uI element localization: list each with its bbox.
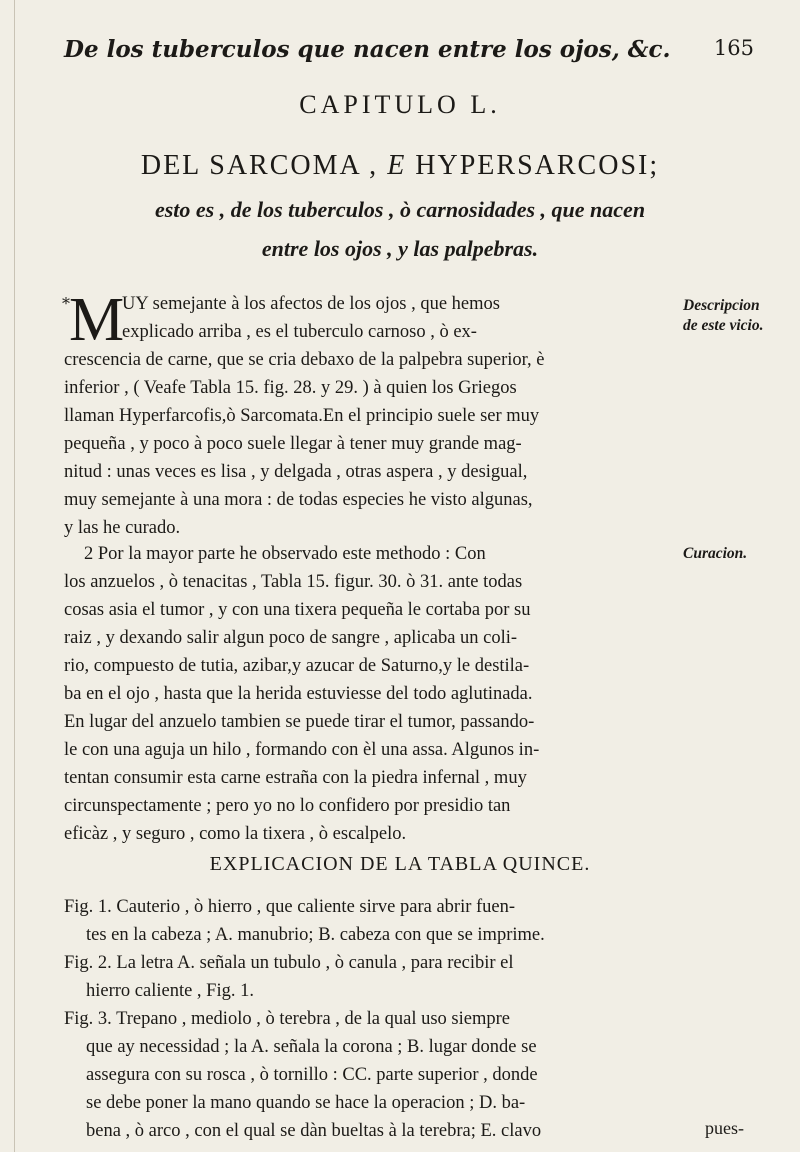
text-line: llaman Hyperfarcofis,ò Sarcomata.En el principio suele ser muy bbox=[64, 406, 540, 426]
figure-line: Fig. 2. La letra A. señala un tubulo , ò canula , para recibir el bbox=[64, 953, 514, 973]
figure-line: Fig. 3. Trepano , mediolo , ò terebra , de la qual uso siempre bbox=[64, 1009, 510, 1029]
chapter-heading: CAPITULO L. bbox=[299, 90, 501, 119]
text-line: nitud : unas veces es lisa , y delgada , otras aspera , y desigual, bbox=[64, 462, 528, 482]
text-line: muy semejante à una mora : de todas especies he visto algunas, bbox=[64, 490, 533, 510]
text-line: 2 Por la mayor parte he observado este methodo : Con bbox=[84, 544, 486, 564]
running-header bbox=[64, 36, 754, 63]
title-e: E bbox=[387, 150, 407, 181]
text-line: inferior , ( Veafe Tabla 15. fig. 28. y 29. ) à quien los Griegos bbox=[64, 378, 517, 398]
title-prefix: DEL SARCOMA , bbox=[140, 150, 388, 181]
margin-note-curacion: Curacion. bbox=[683, 545, 748, 562]
text-line: le con una aguja un hilo , formando con èl una assa. Algunos in- bbox=[64, 740, 540, 760]
figure-explanations bbox=[64, 893, 754, 1145]
catchword: pues- bbox=[705, 1118, 744, 1138]
margin-note-line: Descripcion bbox=[683, 297, 760, 314]
title-main: HYPERSARCOSI; bbox=[406, 150, 660, 181]
figure-line: bena , ò arco , con el qual se dàn bueltas à la terebra; E. clavo bbox=[86, 1121, 542, 1141]
chapter-title bbox=[0, 150, 800, 182]
text-line: y las he curado. bbox=[64, 518, 181, 538]
text-line: crescencia de carne, que se cria debaxo de la palpebra superior, è bbox=[64, 350, 545, 370]
text-line: UY semejante à los afectos de los ojos , que hemos bbox=[122, 294, 500, 314]
figure-line: assegura con su rosca , ò tornillo : CC. parte superior , donde bbox=[86, 1065, 538, 1085]
chapter-subtitle-line-2: entre los ojos , y las palpebras. bbox=[261, 236, 539, 261]
text-line: rio, compuesto de tutia, azibar,y azucar de Saturno,y le destila- bbox=[64, 656, 530, 676]
text-line: tentan consumir esta carne estraña con la piedra infernal , muy bbox=[64, 768, 527, 788]
text-line: pequeña , y poco à poco suele llegar à tener muy grande mag- bbox=[64, 434, 522, 454]
text-line: raiz , y dexando salir algun poco de sangre , aplicaba un coli- bbox=[64, 628, 518, 648]
asterisk-mark: * bbox=[62, 294, 70, 313]
text-line: ba en el ojo , hasta que la herida estuviesse del todo aglutinada. bbox=[64, 684, 533, 704]
text-line: explicado arriba , es el tuberculo carnoso , ò ex- bbox=[122, 322, 477, 342]
text-line: los anzuelos , ò tenacitas , Tabla 15. figur. 30. ò 31. ante todas bbox=[64, 572, 523, 592]
page-number: 165 bbox=[713, 36, 754, 60]
paragraph-1 bbox=[64, 286, 674, 542]
figure-line: se debe poner la mano quando se hace la operacion ; D. ba- bbox=[86, 1093, 526, 1113]
running-title: De los tuberculos que nacen entre los ojos, &c. bbox=[64, 36, 671, 63]
text-line: circunspectamente ; pero yo no lo confidero por presidio tan bbox=[64, 796, 511, 816]
margin-note-descripcion bbox=[683, 296, 793, 336]
text-line: En lugar del anzuelo tambien se puede tirar el tumor, passando- bbox=[64, 712, 535, 732]
figure-line: Fig. 1. Cauterio , ò hierro , que caliente sirve para abrir fuen- bbox=[64, 897, 516, 917]
figure-line: que ay necessidad ; la A. señala la corona ; B. lugar donde se bbox=[86, 1037, 537, 1057]
figure-line: hierro caliente , Fig. 1. bbox=[86, 981, 254, 1001]
paragraph-2 bbox=[64, 540, 674, 848]
chapter-subtitle-line-1: esto es , de los tuberculos , ò carnosidades , que nacen bbox=[154, 197, 646, 222]
figure-line: tes en la cabeza ; A. manubrio; B. cabeza con que se imprime. bbox=[86, 925, 545, 945]
drop-cap: M bbox=[69, 286, 125, 354]
section-heading: EXPLICACION DE LA TABLA QUINCE. bbox=[209, 853, 591, 875]
text-line: eficàz , y seguro , como la tixera , ò escalpelo. bbox=[64, 824, 407, 844]
text-line: cosas asia el tumor , y con una tixera pequeña le cortaba por su bbox=[64, 600, 531, 620]
margin-note-line: de este vicio. bbox=[683, 317, 764, 334]
